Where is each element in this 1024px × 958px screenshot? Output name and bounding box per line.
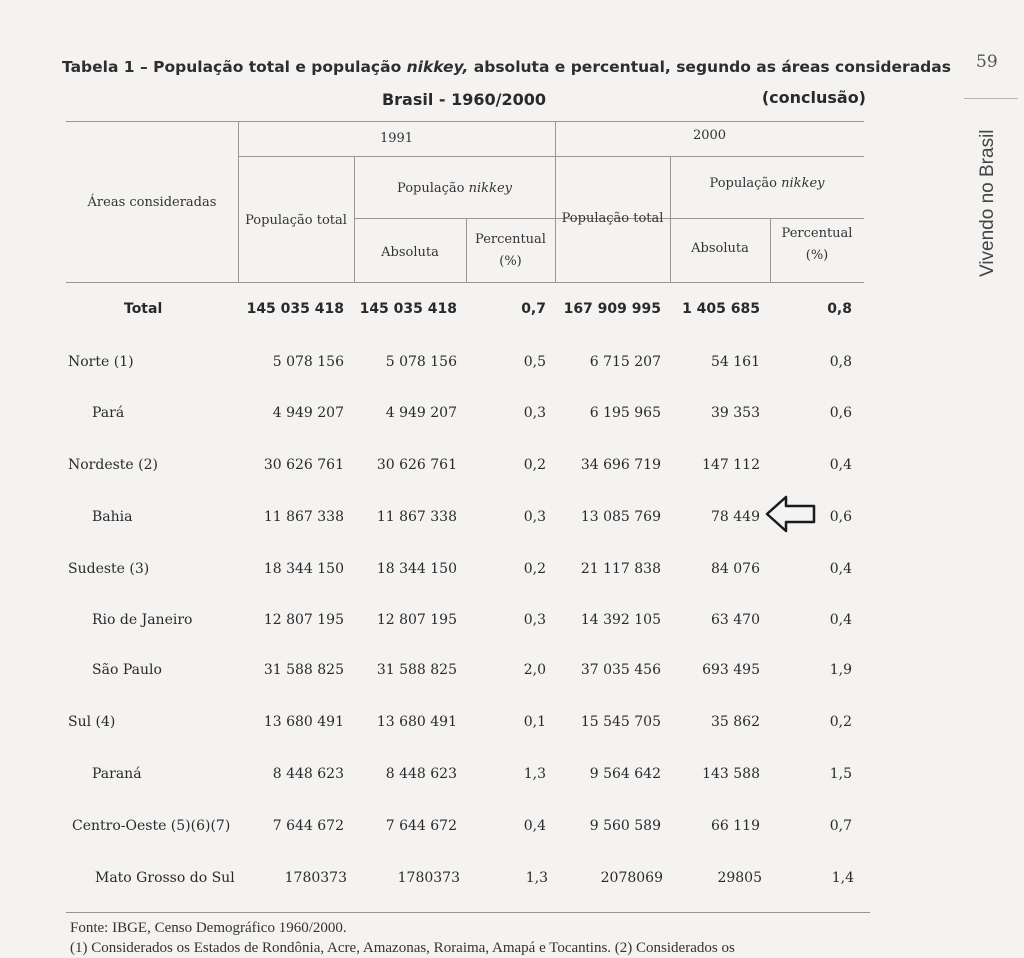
cell-pct-2000: 0,8 (829, 354, 852, 370)
table-title (62, 58, 951, 76)
cell-area: Nordeste (2) (68, 457, 158, 473)
cell-nikkey-2000: 63 470 (711, 612, 760, 628)
cell-nikkey-1991: 18 344 150 (376, 561, 457, 577)
header-pop-nikkey-2000 (670, 173, 864, 195)
cell-area: Total (124, 301, 163, 317)
table-row-mato-grosso-do-sul (0, 866, 1024, 890)
cell-pct-1991: 0,1 (523, 714, 546, 730)
cell-nikkey-2000: 39 353 (711, 405, 760, 421)
cell-nikkey-1991: 7 644 672 (385, 818, 457, 834)
header-pop-total-2000: População total (561, 211, 664, 226)
cell-pct-1991: 0,2 (523, 457, 546, 473)
cell-pct-2000: 0,8 (827, 301, 852, 317)
cell-pct-2000: 0,4 (829, 612, 852, 628)
table-row-rio-de-janeiro (0, 608, 1024, 632)
cell-pop-1991: 145 035 418 (246, 301, 344, 317)
cell-pct-1991: 0,4 (523, 818, 546, 834)
cell-nikkey-1991: 30 626 761 (376, 457, 457, 473)
cell-pop-2000: 21 117 838 (580, 561, 661, 577)
cell-pop-1991: 31 588 825 (263, 662, 344, 678)
cell-pct-2000: 1,9 (829, 662, 852, 678)
left-arrow-icon (764, 494, 816, 534)
cell-nikkey-2000: 54 161 (711, 354, 760, 370)
cell-pop-2000: 9 560 589 (589, 818, 661, 834)
cell-nikkey-1991: 13 680 491 (376, 714, 457, 730)
cell-area: Sudeste (3) (68, 561, 150, 577)
cell-area: Pará (92, 405, 125, 421)
cell-pct-1991: 1,3 (525, 870, 548, 886)
cell-nikkey-2000: 66 119 (711, 818, 760, 834)
table-rule-header-bottom (66, 282, 864, 283)
header-pop-total-1991: População total (245, 213, 347, 228)
cell-pct-1991: 2,0 (523, 662, 546, 678)
cell-area: São Paulo (92, 662, 162, 678)
header-pop-nikkey-italic: nikkey (468, 181, 512, 196)
cell-nikkey-2000: 84 076 (711, 561, 760, 577)
cell-nikkey-1991: 1780373 (397, 870, 460, 886)
cell-area: Paraná (92, 766, 142, 782)
cell-area: Norte (1) (68, 354, 134, 370)
table-subtitle-line (62, 90, 866, 112)
header-pop-nikkey-prefix: População (709, 176, 778, 191)
cell-pct-1991: 0,2 (523, 561, 546, 577)
cell-area: Sul (4) (68, 714, 116, 730)
cell-nikkey-2000: 693 495 (702, 662, 760, 678)
table-row-para (0, 401, 1024, 425)
title-rest: absoluta e percentual, segundo as áreas consideradas (473, 58, 951, 76)
cell-nikkey-1991: 31 588 825 (376, 662, 457, 678)
table-rule-year (238, 156, 864, 157)
cell-pct-2000: 0,6 (829, 509, 852, 525)
header-areas: Áreas consideradas (87, 195, 217, 210)
table-row-parana (0, 762, 1024, 786)
cell-pop-2000: 15 545 705 (580, 714, 661, 730)
table-row-sao-paulo (0, 658, 1024, 682)
table-row-norte (0, 350, 1024, 374)
cell-pct-1991: 0,5 (523, 354, 546, 370)
table-row-nordeste (0, 453, 1024, 477)
title-italic: nikkey, (406, 58, 469, 76)
cell-pct-1991: 0,7 (521, 301, 546, 317)
page-number: 59 (976, 52, 998, 72)
cell-nikkey-1991: 12 807 195 (376, 612, 457, 628)
cell-pop-2000: 167 909 995 (563, 301, 661, 317)
cell-pct-2000: 1,5 (829, 766, 852, 782)
cell-pop-1991: 8 448 623 (272, 766, 344, 782)
header-pop-nikkey-prefix: População (397, 181, 465, 196)
table-subtitle: Brasil - 1960/2000 (381, 90, 547, 109)
header-percent-unit: (%) (805, 248, 829, 263)
cell-area: Mato Grosso do Sul (95, 870, 235, 886)
cell-nikkey-1991: 145 035 418 (359, 301, 457, 317)
cell-nikkey-1991: 11 867 338 (376, 509, 457, 525)
header-percentual-1991 (466, 229, 555, 273)
header-year-2000: 2000 (692, 128, 727, 143)
cell-pct-2000: 0,7 (829, 818, 852, 834)
cell-pop-2000: 34 696 719 (580, 457, 661, 473)
cell-pop-1991: 4 949 207 (272, 405, 344, 421)
cell-pop-2000: 13 085 769 (580, 509, 661, 525)
cell-pct-2000: 0,6 (829, 405, 852, 421)
cell-pop-2000: 2078069 (600, 870, 663, 886)
header-absoluta-2000: Absoluta (691, 241, 749, 256)
cell-pop-1991: 18 344 150 (263, 561, 344, 577)
cell-pct-2000: 0,2 (829, 714, 852, 730)
cell-nikkey-2000: 1 405 685 (682, 301, 760, 317)
cell-nikkey-1991: 5 078 156 (385, 354, 457, 370)
title-text: Tabela 1 – População total e população (62, 58, 402, 76)
cell-pop-1991: 30 626 761 (263, 457, 344, 473)
cell-pop-1991: 11 867 338 (263, 509, 344, 525)
cell-area: Bahia (92, 509, 133, 525)
table-row-total (0, 297, 1024, 321)
cell-nikkey-2000: 29805 (717, 870, 762, 886)
cell-pop-1991: 12 807 195 (263, 612, 344, 628)
header-pop-nikkey-1991 (354, 178, 555, 200)
header-percentual-label: Percentual (781, 226, 853, 241)
cell-pct-1991: 0,3 (523, 509, 546, 525)
cell-nikkey-2000: 143 588 (702, 766, 760, 782)
footnote-1: (1) Considerados os Estados de Rondônia, Acre, Amazonas, Roraima, Amapá e Tocantins. (2) Considerados os (70, 940, 735, 956)
header-year-1991: 1991 (379, 131, 414, 146)
cell-pct-2000: 0,4 (829, 561, 852, 577)
footnotes (70, 918, 930, 958)
cell-nikkey-1991: 8 448 623 (385, 766, 457, 782)
source-line: Fonte: IBGE, Censo Demográfico 1960/2000. (70, 920, 347, 936)
cell-pct-1991: 0,3 (523, 612, 546, 628)
cell-area: Rio de Janeiro (92, 612, 193, 628)
header-pop-nikkey-italic: nikkey (781, 176, 825, 191)
cell-pct-2000: 0,4 (829, 457, 852, 473)
table-row-sul (0, 710, 1024, 734)
header-percent-unit: (%) (499, 254, 522, 269)
cell-pop-2000: 14 392 105 (580, 612, 661, 628)
table-rule-top (66, 121, 864, 122)
table-row-centro-oeste (0, 814, 1024, 838)
conclusion-label: (conclusão) (761, 88, 866, 107)
cell-nikkey-2000: 147 112 (702, 457, 760, 473)
header-percentual-2000 (770, 223, 864, 267)
table-row-sudeste (0, 557, 1024, 581)
cell-pop-1991: 13 680 491 (263, 714, 344, 730)
cell-pop-2000: 6 715 207 (589, 354, 661, 370)
cell-nikkey-1991: 4 949 207 (385, 405, 457, 421)
cell-nikkey-2000: 35 862 (711, 714, 760, 730)
cell-nikkey-2000: 78 449 (711, 509, 760, 525)
cell-pct-1991: 0,3 (523, 405, 546, 421)
cell-pct-2000: 1,4 (831, 870, 854, 886)
table-rule-bottom (66, 912, 870, 913)
side-rule (964, 98, 1018, 99)
header-percentual-label: Percentual (475, 232, 546, 247)
cell-pop-2000: 6 195 965 (589, 405, 661, 421)
cell-pop-2000: 37 035 456 (580, 662, 661, 678)
cell-pct-1991: 1,3 (523, 766, 546, 782)
cell-pop-2000: 9 564 642 (589, 766, 661, 782)
cell-pop-1991: 7 644 672 (272, 818, 344, 834)
cell-area: Centro-Oeste (5)(6)(7) (72, 818, 231, 834)
cell-pop-1991: 5 078 156 (272, 354, 344, 370)
table-row-bahia (0, 505, 1024, 529)
side-title: Vivendo no Brasil (977, 129, 998, 277)
header-absoluta-1991: Absoluta (381, 245, 439, 260)
cell-pop-1991: 1780373 (284, 870, 347, 886)
